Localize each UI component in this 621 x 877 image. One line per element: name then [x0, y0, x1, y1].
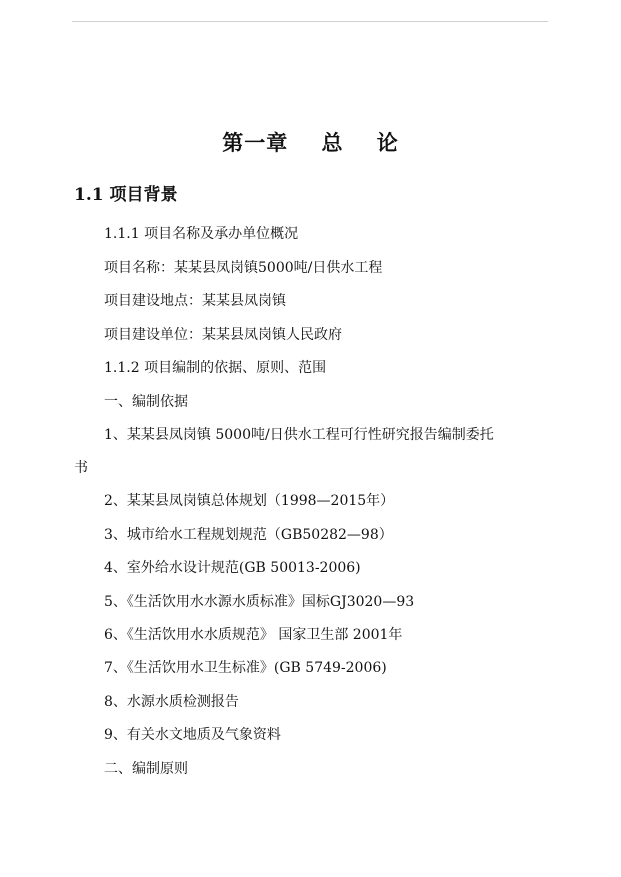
basis-item-1-continuation: 书 [74, 460, 88, 476]
basis-item-2: 2、某某县凤岗镇总体规划（1998—2015年） [104, 493, 395, 509]
basis-item-7: 7、《生活饮用水卫生标准》(GB 5749-2006) [104, 660, 387, 676]
project-name-line: 项目名称：某某县凤岗镇5000吨/日供水工程 [104, 260, 383, 276]
basis-item-6: 6、《生活饮用水水质规范》 国家卫生部 2001年 [104, 627, 403, 643]
subsection-title-1-1-2: 1.1.2 项目编制的依据、原则、范围 [104, 360, 327, 376]
basis-heading: 一、编制依据 [104, 394, 188, 410]
basis-item-5: 5、《生活饮用水水源水质标准》国标GJ3020—93 [104, 594, 415, 610]
section-heading: 1.1 项目背景 [74, 185, 178, 205]
basis-item-1: 1、某某县凤岗镇 5000吨/日供水工程可行性研究报告编制委托 [104, 427, 494, 443]
basis-item-9: 9、有关水文地质及气象资料 [104, 727, 281, 743]
basis-item-4: 4、室外给水设计规范(GB 50013-2006) [104, 560, 361, 576]
principles-heading: 二、编制原则 [104, 761, 188, 777]
subsection-title-1-1-1: 1.1.1 项目名称及承办单位概况 [104, 226, 299, 242]
chapter-title: 第一章 总 论 [222, 130, 399, 155]
project-owner-line: 项目建设单位：某某县凤岗镇人民政府 [104, 327, 342, 343]
project-location-line: 项目建设地点：某某县凤岗镇 [104, 293, 286, 309]
basis-item-3: 3、城市给水工程规划规范（GB50282—98） [104, 527, 393, 543]
basis-item-8: 8、水源水质检测报告 [104, 694, 239, 710]
header-rule [72, 21, 548, 22]
